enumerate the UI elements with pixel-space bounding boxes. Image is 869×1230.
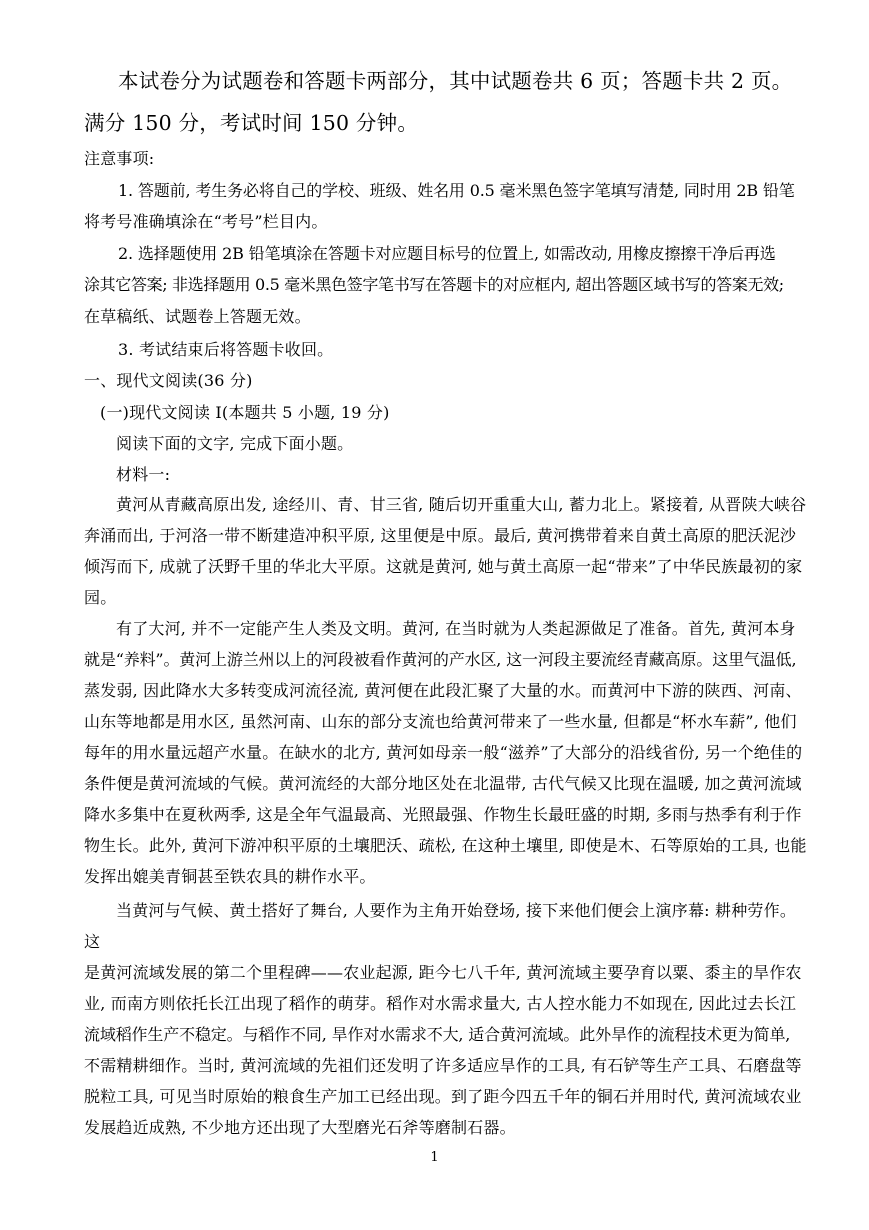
- material-label: 材料一:: [116, 465, 171, 484]
- passage-line: 这: [84, 932, 101, 951]
- notice-item-2-line-1: 2. 选择题使用 2B 铅笔填涂在答题卡对应题目标号的位置上, 如需改动, 用橡皮擦擦干净后再选: [118, 244, 776, 263]
- passage-line: 发展趋近成熟, 不少地方还出现了大型磨光石斧等磨制石器。: [84, 1118, 516, 1137]
- notice-item-1-line-2: 将考号准确填涂在“考号”栏目内。: [84, 212, 328, 231]
- page-number: 1: [430, 1150, 439, 1165]
- section-subtitle: (一)现代文阅读 I(本题共 5 小题, 19 分): [100, 403, 390, 422]
- passage-line: 条件便是黄河流域的气候。黄河流经的大部分地区处在北温带, 古代气候又比现在温暖, 加之黄河流域: [84, 774, 802, 793]
- passage-line: 就是“养料”。黄河上游兰州以上的河段被看作黄河的产水区, 这一河段主要流经青藏高原。这里气温低,: [84, 650, 797, 669]
- passage-line: 业, 而南方则依托长江出现了稻作的萌芽。稻作对水需求量大, 古人控水能力不如现在, 因此过去长江: [84, 994, 797, 1013]
- intro-line-1: 本试卷分为试题卷和答题卡两部分，其中试题卷共 6 页；答题卡共 2 页。: [118, 69, 793, 93]
- passage-line: 每年的用水量远超产水量。在缺水的北方, 黄河如母亲一般“滋养”了大部分的沿线省份, 另一个绝佳的: [84, 743, 803, 762]
- passage-line: 是黄河流域发展的第二个里程碑——农业起源, 距今七八千年, 黄河流域主要孕育以粟、黍主的旱作农: [84, 963, 802, 982]
- passage-line: 园。: [84, 588, 117, 607]
- notice-item-3: 3. 考试结束后将答题卡收回。: [118, 340, 334, 359]
- passage-line: 降水多集中在夏秋两季, 这是全年气温最高、光照最强、作物生长最旺盛的时期, 多雨与热季有利于作: [84, 805, 802, 824]
- section-title: 一、现代文阅读(36 分): [84, 371, 253, 390]
- passage-line: 脱粒工具, 可见当时原始的粮食生产加工已经出现。到了距今四五千年的铜石并用时代, 黄河流域农业: [84, 1087, 802, 1106]
- notice-item-2-line-2: 涂其它答案; 非选择题用 0.5 毫米黑色签字笔书写在答题卡的对应框内, 超出答题区域书写的答案无效;: [84, 275, 784, 294]
- passage-line: 黄河从青藏高原出发, 途经川、青、甘三省, 随后切开重重大山, 蓄力北上。紧接着, 从晋陕大峡谷: [116, 495, 807, 514]
- passage-line: 不需精耕细作。当时, 黄河流域的先祖们还发明了许多适应旱作的工具, 有石铲等生产工具、石磨盘等: [84, 1056, 802, 1075]
- passage-line: 物生长。此外, 黄河下游冲积平原的土壤肥沃、疏松, 在这种土壤里, 即使是木、石等原始的工具, 也能: [84, 836, 807, 855]
- passage-line: 奔涌而出, 于河洛一带不断建造冲积平原, 这里便是中原。最后, 黄河携带着来自黄土高原的肥沃泥沙: [84, 526, 797, 545]
- passage-line: 有了大河, 并不一定能产生人类及文明。黄河, 在当时就为人类起源做足了准备。首先, 黄河本身: [116, 619, 796, 638]
- passage-line: 发挥出媲美青铜甚至铁农具的耕作水平。: [84, 867, 376, 886]
- notice-item-1-line-1: 1. 答题前, 考生务必将自己的学校、班级、姓名用 0.5 毫米黑色签字笔填写清楚, 同时用 2B 铅笔: [118, 181, 795, 200]
- intro-line-2: 满分 150 分，考试时间 150 分钟。: [84, 111, 419, 135]
- passage-line: 山东等地都是用水区, 虽然河南、山东的部分支流也给黄河带来了一些水量, 但都是“杯水车薪”, 他们: [84, 712, 797, 731]
- notice-heading: 注意事项:: [84, 149, 155, 168]
- passage-line: 当黄河与气候、黄土搭好了舞台, 人要作为主角开始登场, 接下来他们便会上演序幕: 耕种劳作。: [116, 901, 797, 920]
- passage-line: 流域稻作生产不稳定。与稻作不同, 旱作对水需求不大, 适合黄河流域。此外旱作的流程技术更为简单,: [84, 1025, 791, 1044]
- section-instruction: 阅读下面的文字, 完成下面小题。: [116, 434, 354, 453]
- passage-line: 倾泻而下, 成就了沃野千里的华北大平原。这就是黄河, 她与黄土高原一起“带来”了中华民族最初的家: [84, 557, 803, 576]
- passage-line: 蒸发弱, 因此降水大多转变成河流径流, 黄河便在此段汇聚了大量的水。而黄河中下游的陕西、河南、: [84, 681, 802, 700]
- notice-item-2-line-3: 在草稿纸、试题卷上答题无效。: [84, 307, 311, 326]
